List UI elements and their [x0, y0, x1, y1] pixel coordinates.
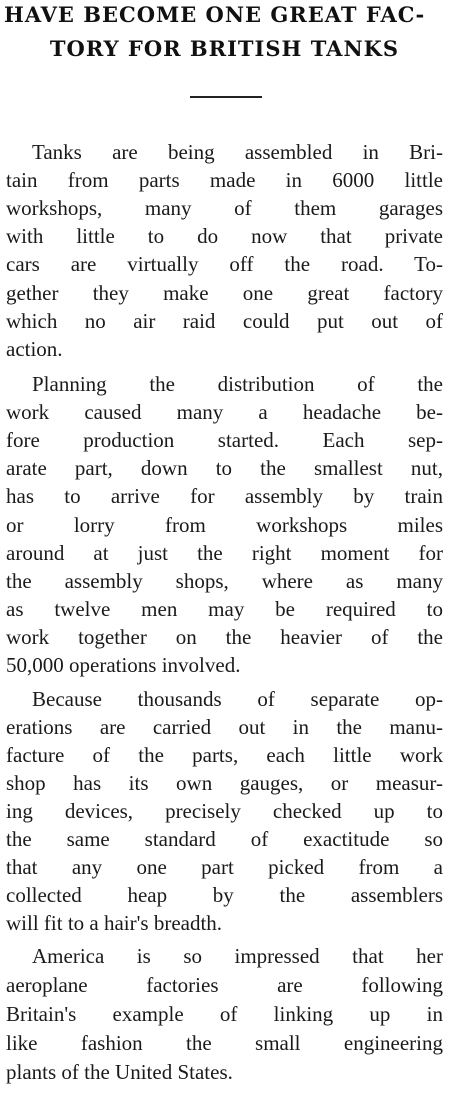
body-line: that any one part picked from a: [6, 855, 443, 879]
headline-line-2: TORY FOR BRITISH TANKS: [49, 36, 400, 61]
body-line: workshops, many of them garages: [6, 196, 443, 220]
body-line: erations are carried out in the manu-: [6, 715, 443, 739]
body-line: collected heap by the assemblers: [6, 883, 443, 907]
body-line: the assembly shops, where as many: [6, 569, 443, 593]
body-line: work caused many a headache be-: [6, 400, 443, 424]
body-line: 50,000 operations involved.: [6, 653, 241, 677]
body-line: facture of the parts, each little work: [6, 743, 443, 767]
body-line: shop has its own gauges, or measur-: [6, 771, 443, 795]
body-line: the same standard of exactitude so: [6, 827, 443, 851]
body-line: arate part, down to the smallest nut,: [6, 456, 443, 480]
body-line: plants of the United States.: [6, 1060, 233, 1084]
headline-line-1: HAVE BECOME ONE GREAT FAC-: [4, 2, 426, 27]
body-line: fore production started. Each sep-: [6, 428, 443, 452]
body-line: Tanks are being assembled in Bri-: [32, 140, 443, 164]
headline-divider: [190, 96, 262, 98]
body-line: Because thousands of separate op-: [32, 687, 443, 711]
body-line: or lorry from workshops miles: [6, 513, 443, 537]
body-line: America is so impressed that her: [32, 944, 443, 968]
body-line: has to arrive for assembly by train: [6, 484, 443, 508]
body-line: Planning the distribution of the: [32, 372, 443, 396]
body-line: gether they make one great factory: [6, 281, 443, 305]
body-line: which no air raid could put out of: [6, 309, 443, 333]
body-line: around at just the right moment for: [6, 541, 443, 565]
body-line: aeroplane factories are following: [6, 973, 443, 997]
body-line: Britain's example of linking up in: [6, 1002, 443, 1026]
body-line: tain from parts made in 6000 little: [6, 168, 443, 192]
body-line: ing devices, precisely checked up to: [6, 799, 443, 823]
body-line: with little to do now that private: [6, 224, 443, 248]
body-line: as twelve men may be required to: [6, 597, 443, 621]
body-line: cars are virtually off the road. To-: [6, 252, 443, 276]
body-line: work together on the heavier of the: [6, 625, 443, 649]
body-line: will fit to a hair's breadth.: [6, 911, 223, 935]
body-line: like fashion the small engineering: [6, 1031, 443, 1055]
body-line: action.: [6, 337, 63, 361]
